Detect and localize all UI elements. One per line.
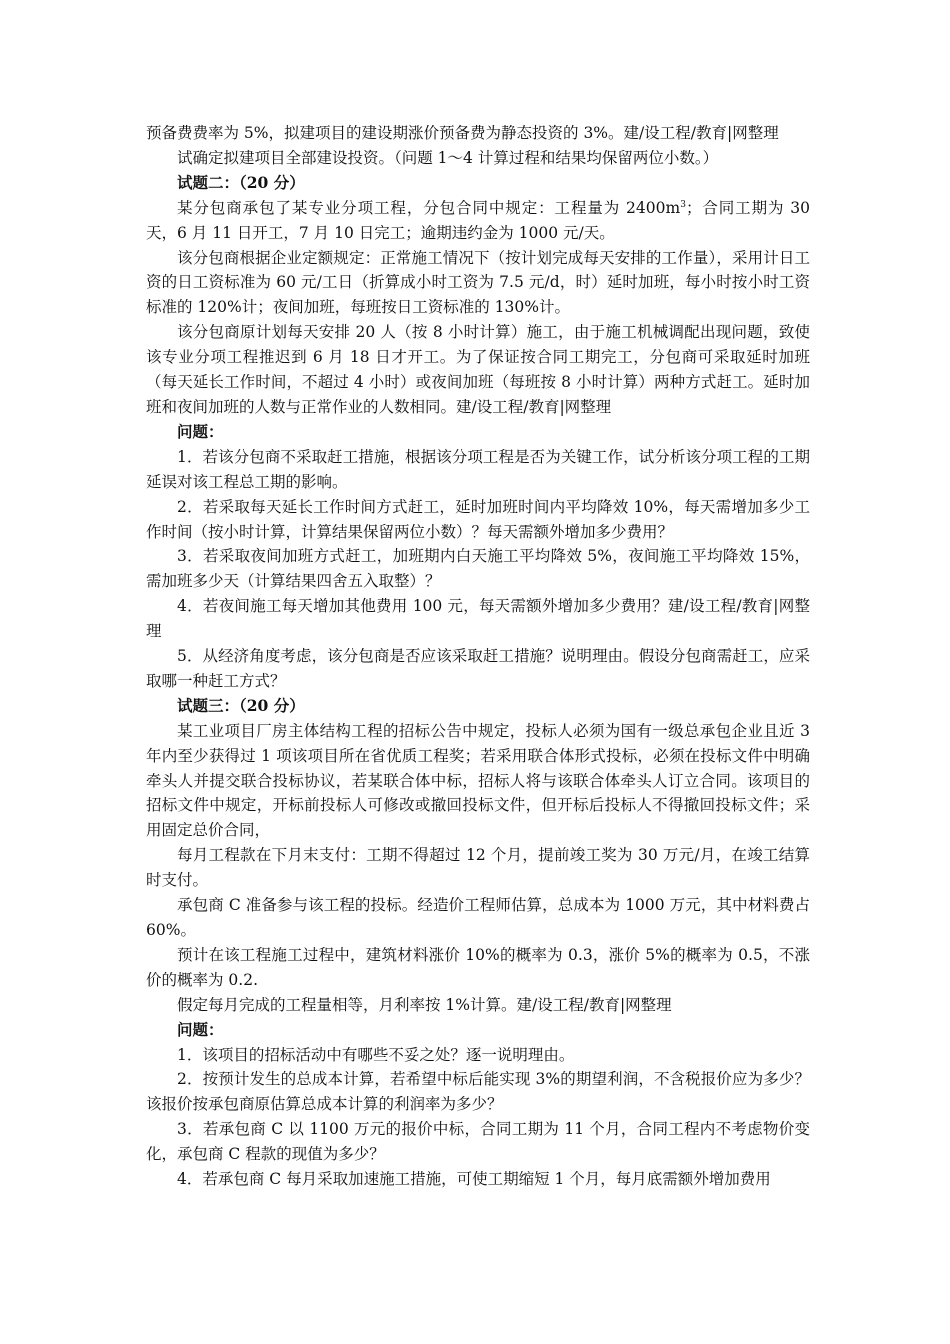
question-item: 3．若采取夜间加班方式赶工，加班期内白天施工平均降效 5%，夜间施工平均降效 15%，需加班多少天（计算结果四舍五入取整）？ bbox=[146, 547, 810, 591]
paragraph-text: ；合同工期为 30 天，6 月 11 日开工，7 月 10 日完工；逾期违约金为 1000 元/天。 bbox=[146, 198, 810, 242]
question-item: 2．若采取每天延长工作时间方式赶工，延时加班时间内平均降效 10%，每天需增加多少工作时间（按小时计算，计算结果保留两位小数）？每天需额外增加多少费用？ bbox=[146, 497, 810, 541]
section-heading: 试题二：（20 分） bbox=[177, 172, 305, 192]
question-item: 1．该项目的招标活动中有哪些不妥之处？逐一说明理由。 bbox=[177, 1045, 575, 1064]
paragraph bbox=[146, 196, 810, 246]
paragraph: 承包商 C 准备参与该工程的投标。经造价工程师估算，总成本为 1000 万元，其中材料费占 60%。 bbox=[146, 896, 810, 939]
question-item: 4．若承包商 C 每月采取加速施工措施，可使工期缩短 1 个月，每月底需额外增加费用 bbox=[177, 1170, 771, 1189]
paragraph: 预计在该工程施工过程中，建筑材料涨价 10%的概率为 0.3，涨价 5%的概率为 0.5，不涨价的概率为 0.2. bbox=[146, 945, 810, 989]
paragraph: 每月工程款在下月末支付：工期不得超过 12 个月，提前竣工奖为 30 万元/月，在竣工结算时支付。 bbox=[146, 846, 810, 890]
question-item: 1．若该分包商不采取赶工措施，根据该分项工程是否为关键工作，试分析该分项工程的工期延误对该工程总工期的影响。 bbox=[146, 447, 810, 491]
questions-heading: 问题： bbox=[177, 421, 224, 441]
paragraph: 假定每月完成的工程量相等，月利率按 1%计算。建/设工程/教育|网整理 bbox=[177, 995, 672, 1014]
question-item: 3．若承包商 C 以 1100 万元的报价中标，合同工期为 11 个月，合同工程内不考虑物价变化，承包商 C 程款的现值为多少？ bbox=[146, 1120, 810, 1164]
question-item: 4．若夜间施工每天增加其他费用 100 元，每天需额外增加多少费用？建/设工程/教育|网整理 bbox=[146, 597, 810, 641]
questions-heading: 问题： bbox=[177, 1019, 224, 1039]
section-heading: 试题三：（20 分） bbox=[177, 695, 305, 715]
question-item: 5．从经济角度考虑，该分包商是否应该采取赶工措施？说明理由。假设分包商需赶工，应采取哪一种赶工方式？ bbox=[146, 647, 810, 690]
document-body bbox=[146, 121, 810, 1192]
paragraph-text: 某分包商承包了某专业分项工程，分包合同中规定：工程量为 2400m bbox=[177, 198, 681, 217]
question-item: 2．按预计发生的总成本计算，若希望中标后能实现 3%的期望利润，不含税报价应为多少？该报价按承包商原估算总成本计算的利润率为多少？ bbox=[146, 1070, 810, 1114]
paragraph: 预备费费率为 5%，拟建项目的建设期涨价预备费为静态投资的 3%。建/设工程/教育|网整理 bbox=[146, 124, 779, 142]
paragraph: 试确定拟建项目全部建设投资。（问题 1～4 计算过程和结果均保留两位小数。） bbox=[177, 148, 719, 167]
paragraph: 某工业项目厂房主体结构工程的招标公告中规定，投标人必须为国有一级总承包企业且近 3 年内至少获得过 1 项该项目所在省优质工程奖；若采用联合体形式投标，必须在投标文件中明确牵头人并提交联合投标协议，若某联合体中标，招标人将与该联合体牵头人订立合同。该项目的招标文件中规定，开标前投标人可修改或撤回投标文件，但开标后投标人不得撤回投标文件；采用固定总价合同， bbox=[146, 721, 810, 840]
paragraph: 该分包商原计划每天安排 20 人（按 8 小时计算）施工，由于施工机械调配出现问题，致使该专业分项工程推迟到 6 月 18 日才开工。为了保证按合同工期完工，分包商可采取延时加班（每天延长工作时间，不超过 4 小时）或夜间加班（每班按 8 小时计算）两种方式赶工。延时加班和夜间加班的人数与正常作业的人数相同。建/设工程/教育|网整理 bbox=[146, 323, 810, 416]
superscript: 3 bbox=[680, 199, 686, 210]
paragraph: 该分包商根据企业定额规定：正常施工情况下（按计划完成每天安排的工作量），采用计日工资的日工资标准为 60 元/工日（折算成小时工资为 7.5 元/d，时）延时加班，每小时按小时工资标准的 120%计；夜间加班，每班按日工资标准的 130%计。 bbox=[146, 248, 810, 317]
